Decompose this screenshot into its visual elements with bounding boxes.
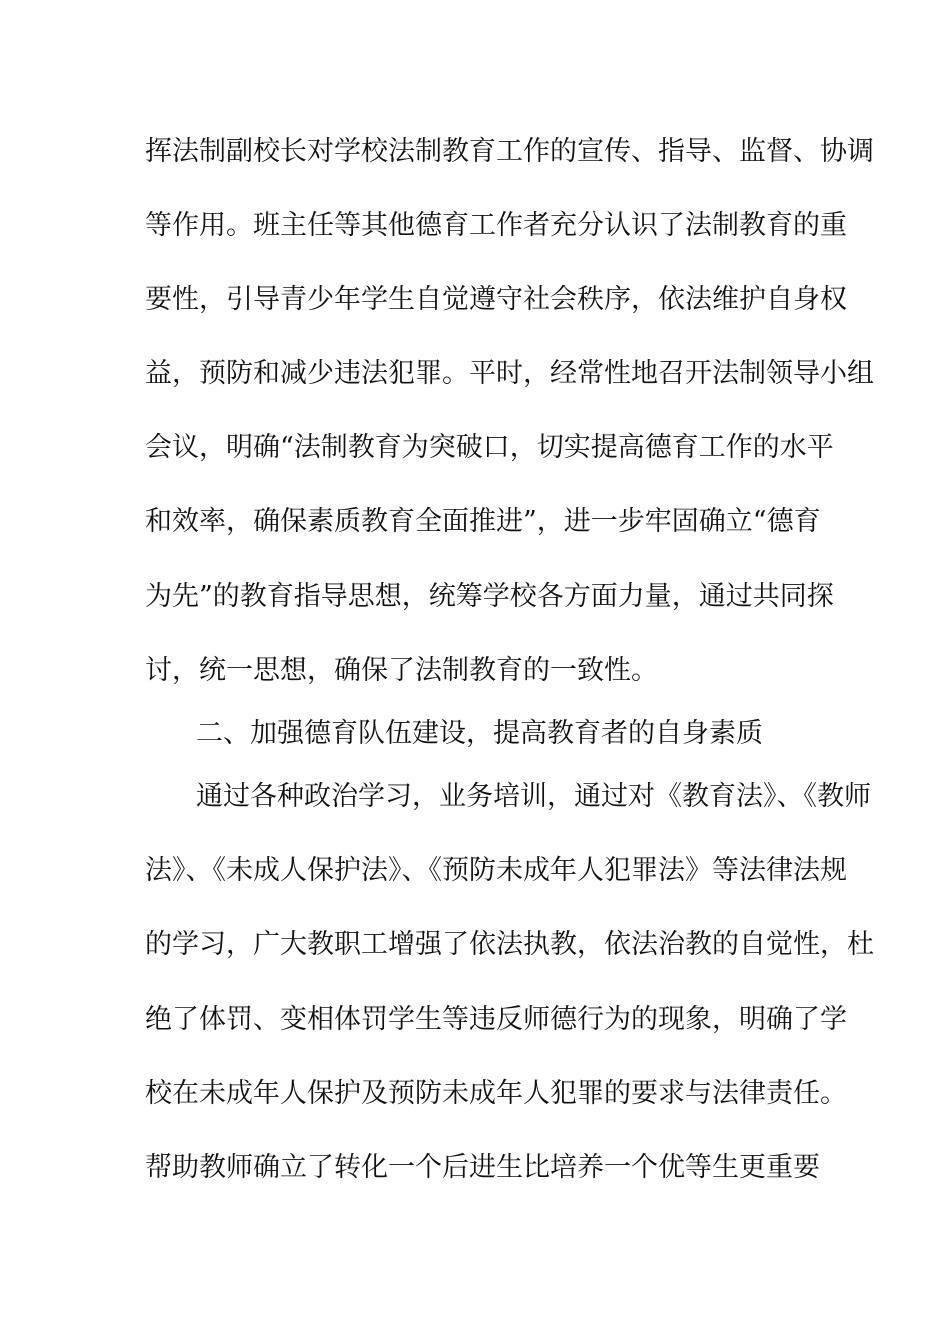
body-text-line: 法》、《未成人保护法》、《预防未成年人犯罪法》等法律法规 <box>145 855 847 886</box>
body-text-line: 讨，统一思想，确保了法制教育的一致性。 <box>145 655 658 686</box>
body-text-line: 帮助教师确立了转化一个后进生比培养一个优等生更重要 <box>145 1152 820 1183</box>
body-text-line: 等作用。班主任等其他德育工作者充分认识了法制教育的重 <box>145 210 847 241</box>
body-text-line: 益，预防和减少违法犯罪。平时，经常性地召开法制领导小组 <box>145 358 874 389</box>
body-text-line: 通过各种政治学习，业务培训，通过对《教育法》、《教师 <box>196 781 871 812</box>
body-text-line: 的学习，广大教职工增强了依法执教，依法治教的自觉性，杜 <box>145 929 874 960</box>
body-text-line: 挥法制副校长对学校法制教育工作的宣传、指导、监督、协调 <box>145 136 874 167</box>
body-text-line: 和效率，确保素质教育全面推进”，进一步牢固确立“德育 <box>145 506 821 537</box>
body-text-line: 会议，明确“法制教育为突破口，切实提高德育工作的水平 <box>145 432 834 463</box>
section-heading: 二、加强德育队伍建设，提高教育者的自身素质 <box>196 718 763 749</box>
body-text-line: 校在未成年人保护及预防未成年人犯罪的要求与法律责任。 <box>145 1078 847 1109</box>
body-text-line: 为先”的教育指导思想，统筹学校各方面力量，通过共同探 <box>145 581 834 612</box>
body-text-line: 要性，引导青少年学生自觉遵守社会秩序，依法维护自身权 <box>145 284 847 315</box>
body-text-line: 绝了体罚、变相体罚学生等违反师德行为的现象，明确了学 <box>145 1004 847 1035</box>
